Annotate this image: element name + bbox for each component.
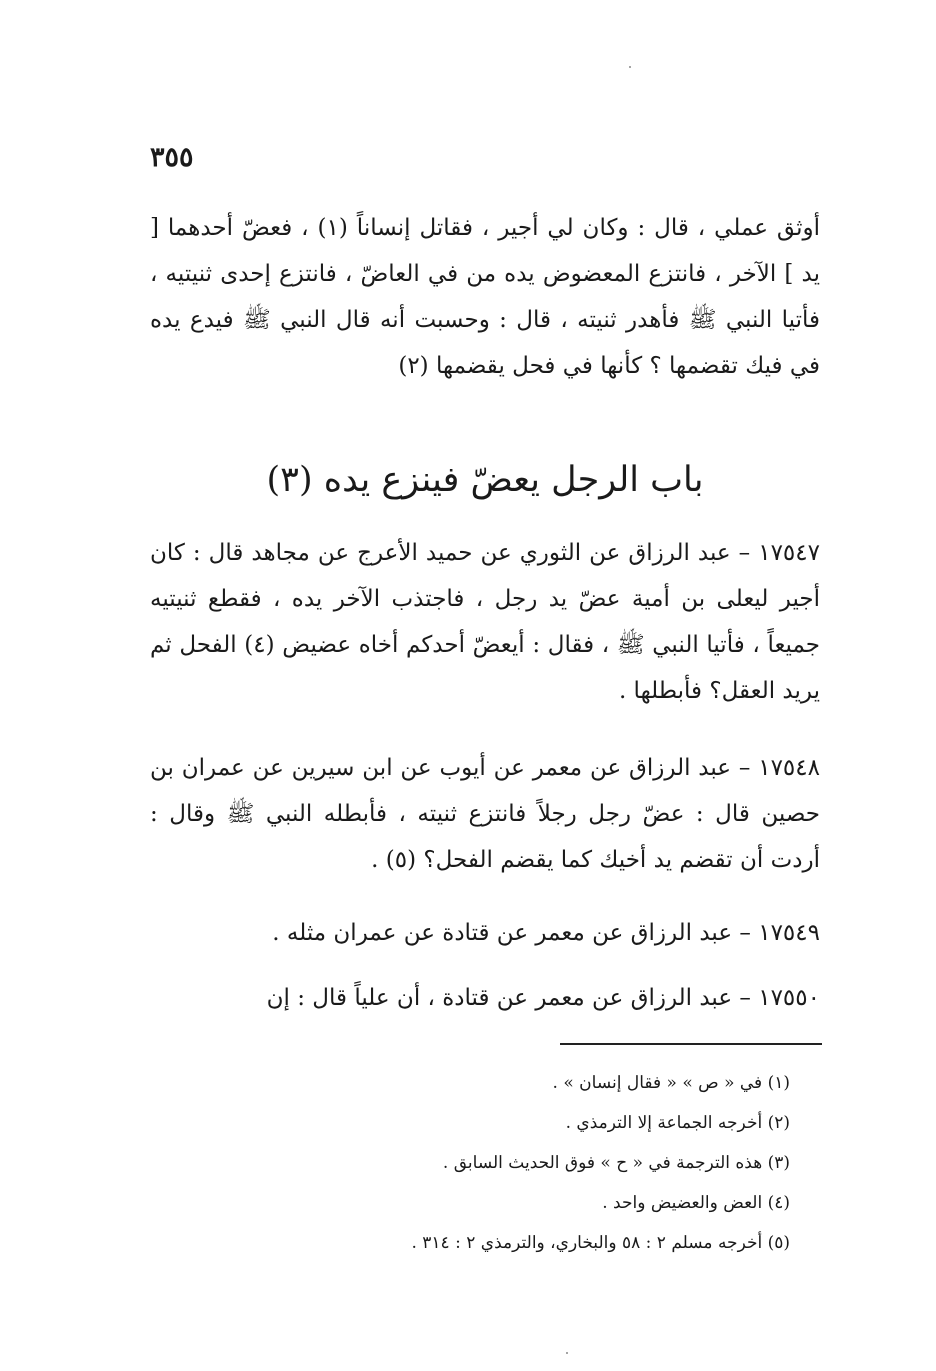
hadith-number: ١٧٥٤٧ <box>758 540 820 566</box>
intro-paragraph: أوثق عملي ، قال : وكان لي أجير ، فقاتل إنساناً (١) ، فعضّ أحدهما [ يد ] الآخر ، فانتزع المعضوض يده من في العاضّ ، فانتزع إحدى ثنيتيه ، فأتيا النبي ﷺ فأهدر ثنيته ، قال : وحسبت أنه قال النبي ﷺ فيدع يده في فيك تقضمها ؟ كأنها في فحل يقضمها (٢) <box>150 215 820 379</box>
scan-speck <box>629 66 631 68</box>
hadith-17550 <box>150 975 820 1021</box>
hadith-text: – عبد الرزاق عن معمر عن أيوب عن ابن سيرين عن عمران بن حصين قال : عضّ رجل رجلاً فانتزع ثنيته ، فأبطله النبي ﷺ وقال : أردت أن تقضم يد أخيك كما يقضم الفحل؟ (٥) . <box>150 755 820 873</box>
hadith-text: – عبد الرزاق عن معمر عن قتادة عن عمران مثله . <box>272 920 751 946</box>
chapter-title: باب الرجل يعضّ فينزع يده (٣) <box>266 460 704 500</box>
hadith-17548 <box>150 745 820 883</box>
footnote-2: (٢) أخرجه الجماعة إلا الترمذي . <box>565 1113 790 1133</box>
hadith-text: – عبد الرزاق عن الثوري عن حميد الأعرج عن مجاهد قال : كان أجير ليعلى بن أمية عضّ يد رجل ، فاجتذب الآخر يده ، فقطع ثنيتيه جميعاً ، فأتيا النبي ﷺ ، فقال : أيعضّ أحدكم أخاه عضيض (٤) الفحل ثم يريد العقل؟ فأبطلها . <box>150 540 821 704</box>
footnote-4: (٤) العض والعضيض واحد . <box>602 1193 790 1213</box>
hadith-17547 <box>150 530 820 714</box>
hadith-17549 <box>150 910 820 956</box>
footnote-divider <box>560 1043 822 1045</box>
footnotes <box>150 1063 790 1263</box>
hadith-text: – عبد الرزاق عن معمر عن قتادة ، أن علياً قال : إن <box>266 985 751 1011</box>
footnote-5: (٥) أخرجه مسلم ٢ : ٥٨ والبخاري، والترمذي ٢ : ٣١٤ . <box>411 1233 790 1253</box>
hadith-number: ١٧٥٤٩ <box>758 920 820 946</box>
scan-speck <box>566 1352 568 1354</box>
footnote-3: (٣) هذه الترجمة في « ح » فوق الحديث السابق . <box>442 1153 790 1173</box>
page-number: ٣٥٥ <box>150 142 194 173</box>
footnote-1: (١) في « ص » « فقال إنسان » . <box>552 1073 790 1093</box>
hadith-number: ١٧٥٥٠ <box>758 985 820 1011</box>
hadith-number: ١٧٥٤٨ <box>758 755 820 781</box>
